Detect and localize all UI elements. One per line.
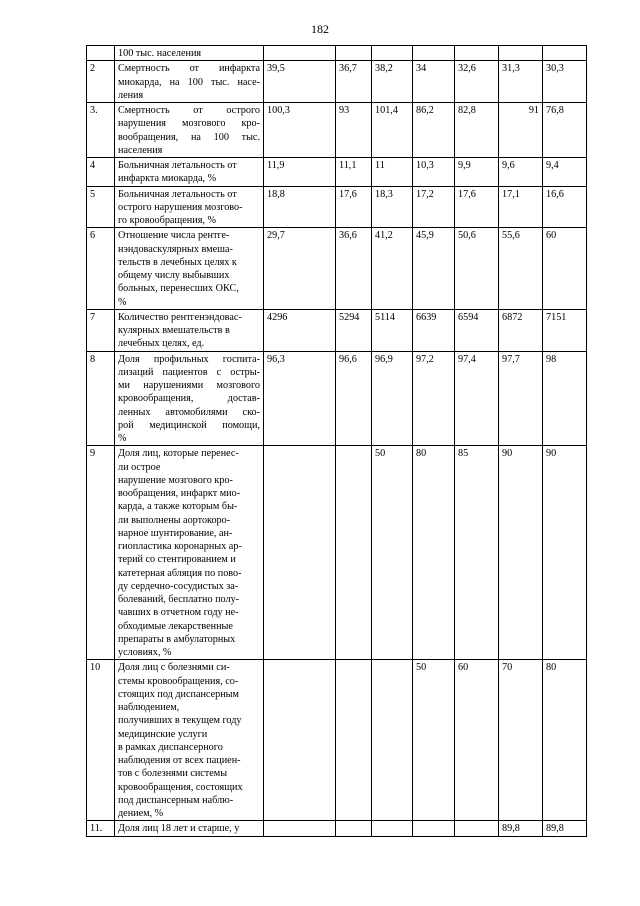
indicator-name xyxy=(115,61,264,103)
indicator-name-line: 100 тыс. населения xyxy=(118,48,202,59)
indicator-value xyxy=(543,46,587,61)
indicator-name-line: Доля лиц, которые перенес- xyxy=(118,448,239,460)
indicator-value: 6639 xyxy=(413,309,455,351)
indicator-value: 96,6 xyxy=(336,351,372,446)
indicator-value xyxy=(455,46,499,61)
indicator-value: 31,3 xyxy=(499,61,543,103)
indicator-name xyxy=(115,228,264,310)
indicator-value: 7151 xyxy=(543,309,587,351)
indicator-name-line: Доля лиц с болезнями си- xyxy=(118,662,230,674)
indicator-name-line: наблюдением, xyxy=(118,702,180,713)
table-row xyxy=(87,309,587,351)
indicator-value: 80 xyxy=(543,660,587,821)
indicator-value: 17,2 xyxy=(413,186,455,228)
indicator-name xyxy=(115,158,264,187)
indicator-value: 38,2 xyxy=(372,61,413,103)
indicator-value: 93 xyxy=(336,103,372,158)
indicator-value xyxy=(455,821,499,836)
row-number: 2 xyxy=(87,61,115,103)
indicator-value: 5294 xyxy=(336,309,372,351)
indicator-name-line: общему числу выбывших xyxy=(118,270,230,281)
indicator-name-line: нарушение мозгового кро- xyxy=(118,474,233,486)
table-row xyxy=(87,660,587,821)
indicator-name-line: Доля профильных госпита- xyxy=(118,353,260,365)
row-number: 3. xyxy=(87,103,115,158)
indicator-value: 60 xyxy=(455,660,499,821)
indicator-value: 34 xyxy=(413,61,455,103)
indicator-name-line: лечебных целях, ед. xyxy=(118,338,205,350)
indicator-value: 30,3 xyxy=(543,61,587,103)
indicator-value: 39,5 xyxy=(264,61,336,103)
indicator-name-line: нарное шунтирование, ан- xyxy=(118,527,233,539)
indicator-name-line: условиях, % xyxy=(118,647,172,658)
indicator-name xyxy=(115,103,264,158)
row-number xyxy=(87,46,115,61)
indicator-value: 11,9 xyxy=(264,158,336,187)
indicator-value: 85 xyxy=(455,446,499,660)
indicator-value: 86,2 xyxy=(413,103,455,158)
indicator-name-line: ли выполнены аортокоро- xyxy=(118,514,231,526)
table-row xyxy=(87,821,587,836)
indicator-value: 9,9 xyxy=(455,158,499,187)
table-row xyxy=(87,61,587,103)
indicator-name-line: % xyxy=(118,296,127,308)
indicator-name-line: терий со стентированием и xyxy=(118,554,236,566)
indicators-table xyxy=(86,45,587,837)
indicator-name-line: нэндоваскулярных вмеша- xyxy=(118,243,233,255)
indicator-value: 6872 xyxy=(499,309,543,351)
indicator-name-line: Смертность от инфаркта xyxy=(118,63,260,75)
indicator-value: 89,8 xyxy=(499,821,543,836)
indicator-name-line: Количество рентгенэндовас- xyxy=(118,311,242,323)
indicator-value xyxy=(264,821,336,836)
indicator-value: 17,6 xyxy=(455,186,499,228)
indicator-name xyxy=(115,186,264,228)
row-number: 5 xyxy=(87,186,115,228)
indicator-value xyxy=(372,46,413,61)
indicator-name-line: ду сердечно-сосудистых за- xyxy=(118,580,239,592)
indicator-name xyxy=(115,821,264,836)
row-number: 8 xyxy=(87,351,115,446)
table-row xyxy=(87,351,587,446)
indicator-value xyxy=(372,660,413,821)
indicator-name-line: тельств в лечебных целях к xyxy=(118,256,237,268)
indicator-value: 41,2 xyxy=(372,228,413,310)
indicator-name-line: медицинские услуги xyxy=(118,728,208,740)
indicator-value: 6594 xyxy=(455,309,499,351)
indicator-value: 100,3 xyxy=(264,103,336,158)
indicator-value: 50,6 xyxy=(455,228,499,310)
indicator-value: 97,7 xyxy=(499,351,543,446)
indicator-value: 18,8 xyxy=(264,186,336,228)
indicator-value: 55,6 xyxy=(499,228,543,310)
indicator-value: 90 xyxy=(543,446,587,660)
indicator-value: 90 xyxy=(499,446,543,660)
indicator-value: 97,2 xyxy=(413,351,455,446)
indicator-name-line: стоящих под диспансерным xyxy=(118,688,239,700)
indicator-name-line: катетерная абляция по пово- xyxy=(118,567,242,579)
indicator-value xyxy=(336,660,372,821)
indicator-name-line: стемы кровообращения, со- xyxy=(118,675,239,687)
indicator-name-line: инфаркта миокарда, % xyxy=(118,173,217,185)
indicator-name-line: % xyxy=(118,433,127,444)
indicator-name-line: гиопластика коронарных ар- xyxy=(118,541,242,552)
indicator-name-line: Больничная летальность от xyxy=(118,160,237,171)
indicator-value xyxy=(413,821,455,836)
indicator-value: 29,7 xyxy=(264,228,336,310)
indicator-value: 96,3 xyxy=(264,351,336,446)
indicator-value: 36,7 xyxy=(336,61,372,103)
indicator-value xyxy=(499,46,543,61)
indicator-value xyxy=(372,821,413,836)
indicator-value: 9,6 xyxy=(499,158,543,187)
indicator-value: 96,9 xyxy=(372,351,413,446)
indicator-value: 4296 xyxy=(264,309,336,351)
indicator-value xyxy=(336,446,372,660)
indicator-value: 82,8 xyxy=(455,103,499,158)
indicator-name-line: кулярных вмешательств в xyxy=(118,325,230,336)
row-number: 9 xyxy=(87,446,115,660)
indicator-value: 5114 xyxy=(372,309,413,351)
indicator-name-line: Смертность от острого xyxy=(118,105,260,116)
indicator-value: 70 xyxy=(499,660,543,821)
indicator-name xyxy=(115,46,264,61)
row-number: 6 xyxy=(87,228,115,310)
row-number: 4 xyxy=(87,158,115,187)
indicator-name-line: острого нарушения мозгово- xyxy=(118,201,243,213)
indicator-value: 45,9 xyxy=(413,228,455,310)
table-row xyxy=(87,158,587,187)
page-number: 182 xyxy=(311,22,329,36)
indicator-name-line: препараты в амбулаторных xyxy=(118,633,236,645)
indicator-name-line: ми нарушениями мозгового xyxy=(118,380,260,391)
indicator-value: 9,4 xyxy=(543,158,587,187)
indicator-value xyxy=(264,446,336,660)
indicator-name-line: ленных автомобилями ско- xyxy=(118,406,260,418)
indicator-name-line: Доля лиц 18 лет и старше, у xyxy=(118,823,240,835)
indicator-name xyxy=(115,351,264,446)
indicator-value: 98 xyxy=(543,351,587,446)
indicator-name-line: дением, % xyxy=(118,808,164,819)
indicator-value: 76,8 xyxy=(543,103,587,158)
indicator-name xyxy=(115,309,264,351)
indicator-name-line: ления xyxy=(118,89,144,101)
indicator-name xyxy=(115,660,264,821)
indicator-name-line: чавших в отчетном году не- xyxy=(118,607,239,619)
indicator-name xyxy=(115,446,264,660)
indicator-value: 60 xyxy=(543,228,587,310)
indicator-value: 16,6 xyxy=(543,186,587,228)
indicator-value: 18,3 xyxy=(372,186,413,228)
indicator-name-line: миокарда, на 100 тыс. насе- xyxy=(118,76,260,88)
indicator-name-line: под диспансерным наблю- xyxy=(118,794,234,806)
indicator-value xyxy=(336,821,372,836)
indicator-value: 80 xyxy=(413,446,455,660)
indicator-value xyxy=(336,46,372,61)
table-row xyxy=(87,46,587,61)
indicator-name-line: нарушения мозгового кро- xyxy=(118,118,260,130)
indicator-name-line: обходимые лекарственные xyxy=(118,620,233,632)
indicator-value: 89,8 xyxy=(543,821,587,836)
indicator-name-line: лизаций пациентов с остры- xyxy=(118,366,260,378)
indicator-name-line: в рамках диспансерного xyxy=(118,741,223,753)
indicator-name-line: вообращения, на 100 тыс. xyxy=(118,131,260,143)
indicator-value xyxy=(264,660,336,821)
indicator-value: 17,6 xyxy=(336,186,372,228)
indicator-name-line: получивших в текущем году xyxy=(118,715,242,727)
indicator-value: 36,6 xyxy=(336,228,372,310)
table-row xyxy=(87,103,587,158)
indicator-name-line: наблюдения от всех пациен- xyxy=(118,755,241,766)
indicator-name-line: больных, перенесших ОКС, xyxy=(118,283,239,295)
row-number: 7 xyxy=(87,309,115,351)
indicator-name-line: кровообращения, достав- xyxy=(118,393,260,405)
indicator-name-line: вообращения, инфаркт мио- xyxy=(118,488,241,499)
row-number: 10 xyxy=(87,660,115,821)
indicator-name-line: Больничная летальность от xyxy=(118,188,237,200)
indicator-value: 32,6 xyxy=(455,61,499,103)
indicator-value: 50 xyxy=(413,660,455,821)
indicator-name-line: населения xyxy=(118,144,163,156)
indicator-name-line: тов с болезнями системы xyxy=(118,768,228,780)
indicator-value: 50 xyxy=(372,446,413,660)
indicator-name-line: ли острое xyxy=(118,461,161,473)
indicator-value: 101,4 xyxy=(372,103,413,158)
indicator-name-line: карда, а также которым бы- xyxy=(118,501,238,513)
indicator-value: 97,4 xyxy=(455,351,499,446)
table-row xyxy=(87,186,587,228)
indicator-value: 17,1 xyxy=(499,186,543,228)
row-number: 11. xyxy=(87,821,115,836)
table-row xyxy=(87,446,587,660)
indicator-name-line: кровообращения, состоящих xyxy=(118,781,243,793)
indicator-value: 11,1 xyxy=(336,158,372,187)
indicator-name-line: го кровообращения, % xyxy=(118,215,216,226)
indicator-value: 10,3 xyxy=(413,158,455,187)
indicator-name-line: Отношение числа рентге- xyxy=(118,230,230,242)
indicator-value: 11 xyxy=(372,158,413,187)
indicator-name-line: рой медицинской помощи, xyxy=(118,419,260,431)
indicator-value: 91 xyxy=(499,103,543,158)
indicator-value xyxy=(413,46,455,61)
indicator-value xyxy=(264,46,336,61)
indicator-name-line: болеваний, бесплатно полу- xyxy=(118,594,240,605)
table-row xyxy=(87,228,587,310)
